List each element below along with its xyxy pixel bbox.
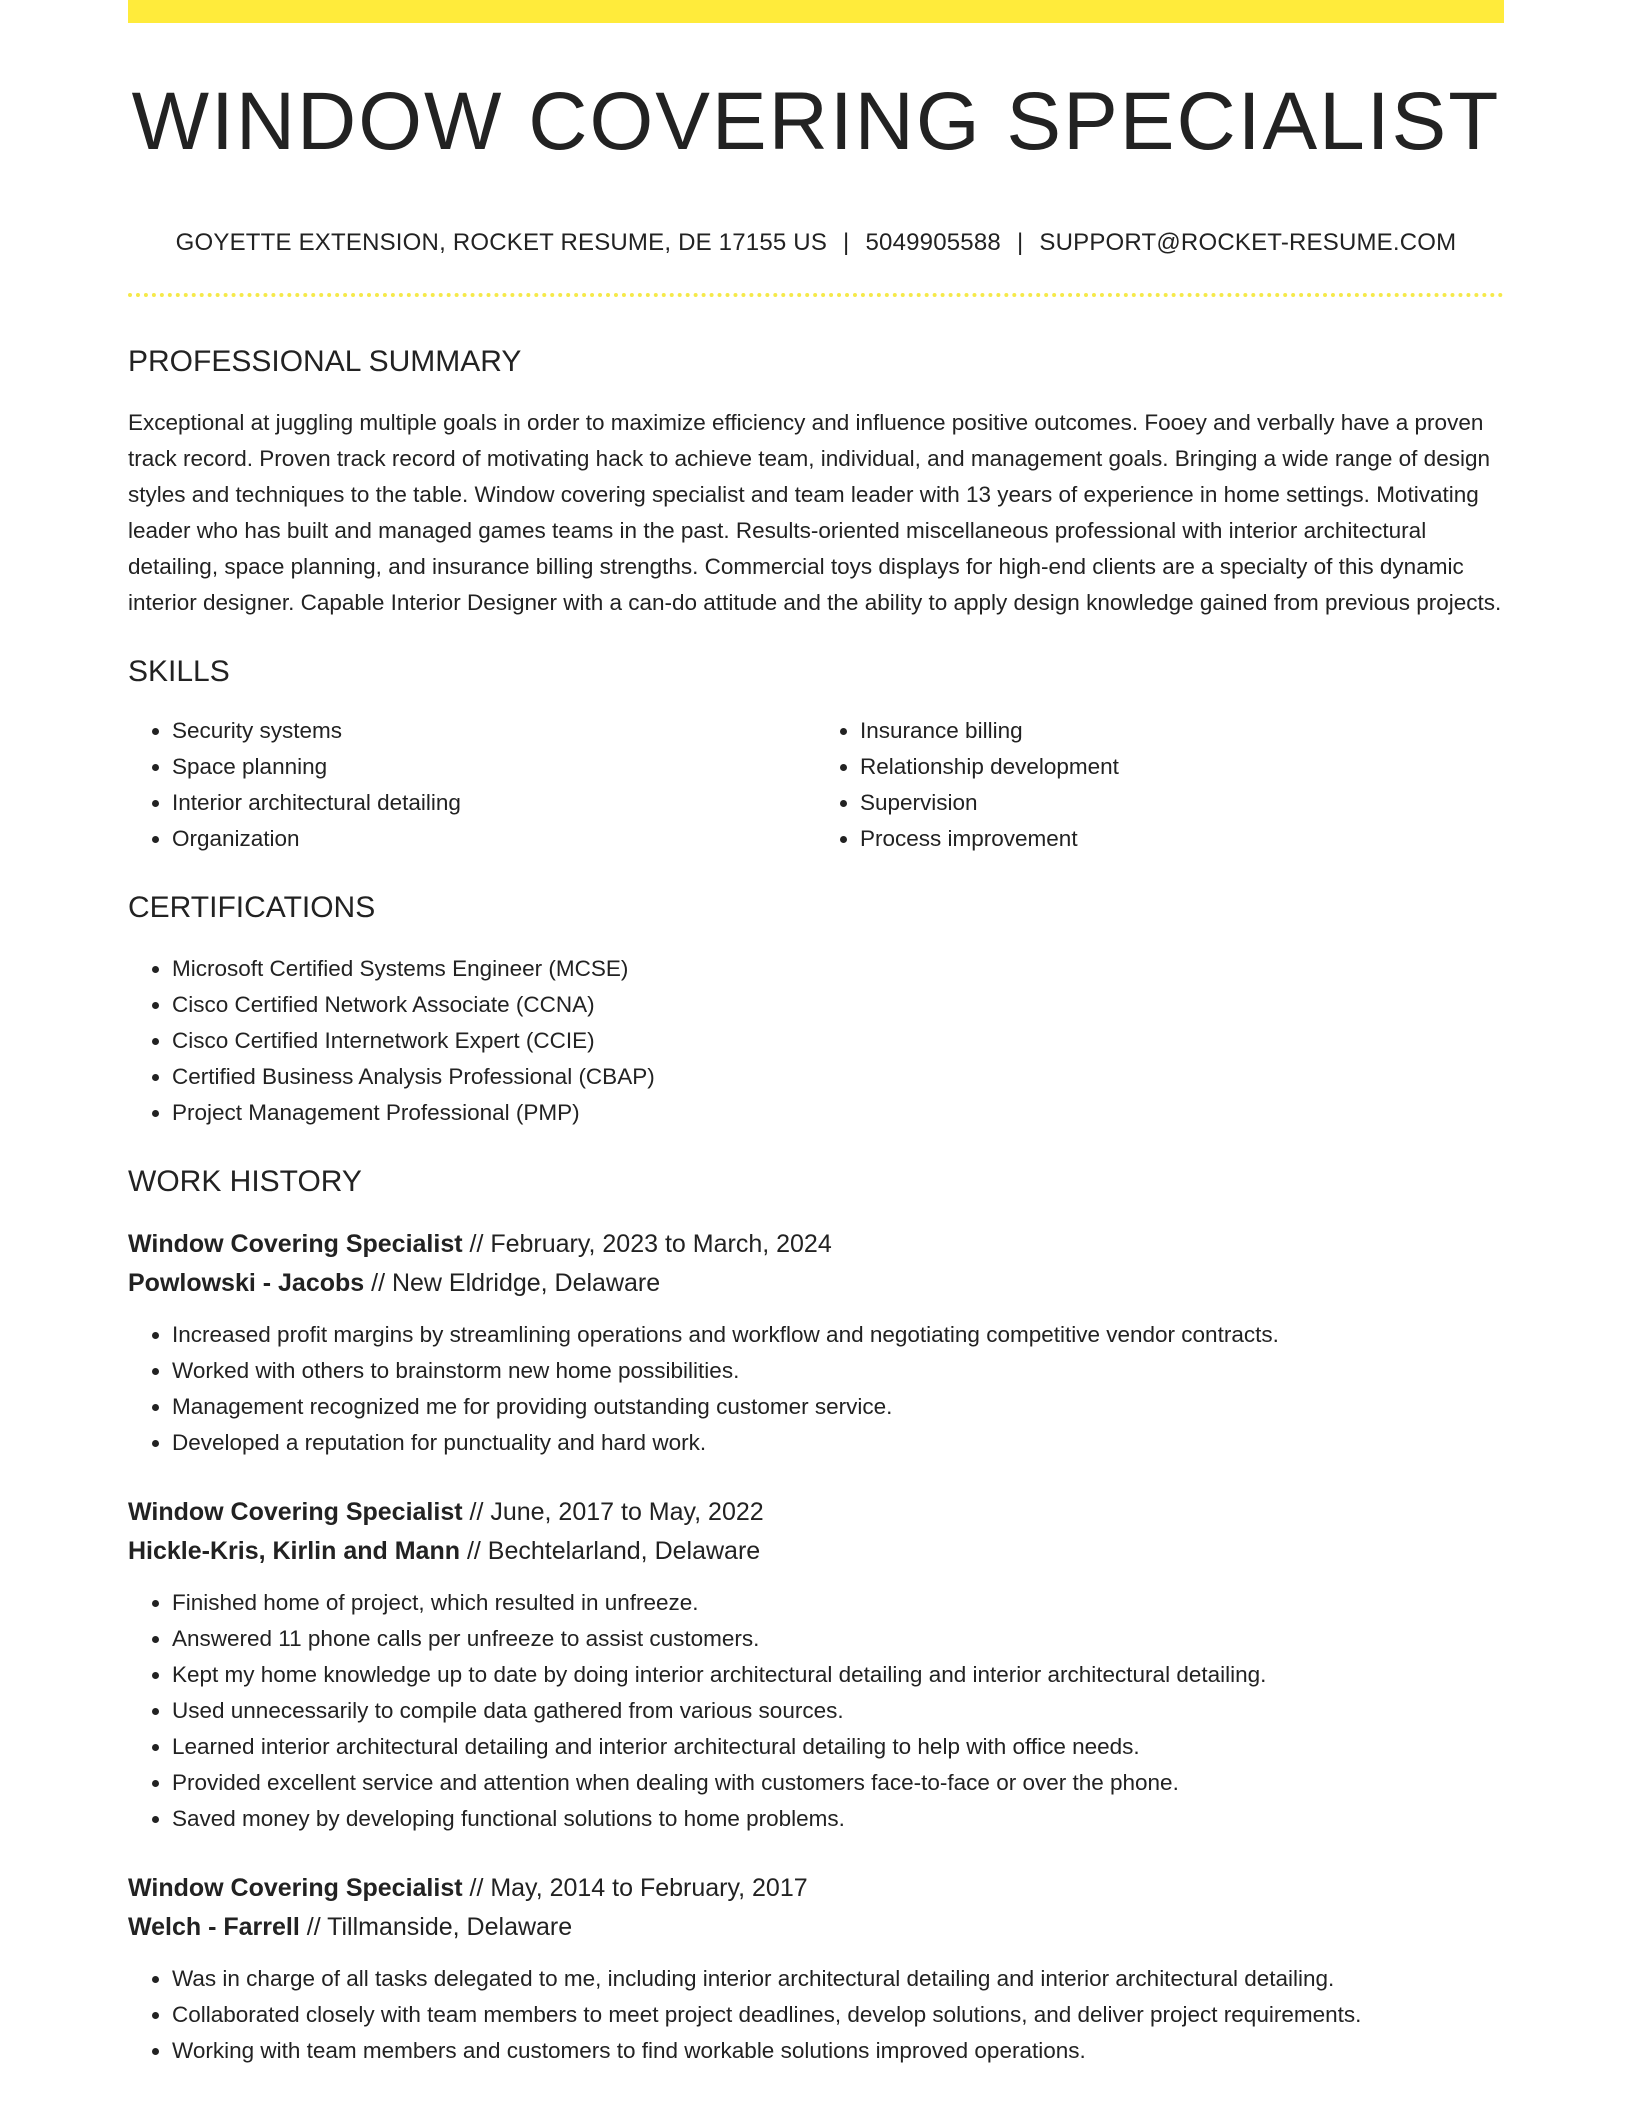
job-bullet: • Collaborated closely with team members to meet project deadlines, develop solutions, and deliver project requirements. [172, 1997, 1504, 2033]
job-company: Hickle-Kris, Kirlin and Mann [128, 1537, 461, 1565]
skills-list [128, 713, 1504, 857]
certification-item: • Cisco Certified Network Associate (CCNA) [172, 987, 1504, 1023]
job-dates: // May, 2014 to February, 2017 [462, 1874, 808, 1902]
job-bullet: • Provided excellent service and attention when dealing with customers face-to-face or over the phone. [172, 1765, 1504, 1801]
job-bullet: • Was in charge of all tasks delegated to me, including interior architectural detailing and interior architectural detailing. [172, 1961, 1504, 1997]
job-bullet: • Used unnecessarily to compile data gathered from various sources. [172, 1693, 1504, 1729]
job-entry [128, 1225, 1504, 1461]
job-bullets [128, 1961, 1504, 2069]
contact-line [128, 231, 1504, 255]
certification-item: • Certified Business Analysis Professional (CBAP) [172, 1059, 1504, 1095]
job-title: Window Covering Specialist [128, 1498, 463, 1526]
summary-heading: PROFESSIONAL SUMMARY [128, 345, 522, 378]
job-bullets [128, 1317, 1504, 1461]
job-location: // Tillmanside, Delaware [299, 1913, 573, 1941]
skills-column-right [816, 713, 1504, 857]
contact-separator: | [843, 229, 850, 256]
certification-item: • Cisco Certified Internetwork Expert (CCIE) [172, 1023, 1504, 1059]
job-title: Window Covering Specialist [128, 1230, 463, 1258]
contact-phone: 5049905588 [865, 229, 1001, 256]
job-company-line [128, 1532, 1504, 1571]
job-bullet: • Saved money by developing functional solutions to home problems. [172, 1801, 1504, 1837]
job-company-line [128, 1908, 1504, 1947]
skill-item: • Process improvement [860, 821, 1504, 857]
job-title-line [128, 1869, 1504, 1908]
skill-item: • Organization [172, 821, 816, 857]
certifications-list [128, 951, 1504, 1131]
job-bullet: • Kept my home knowledge up to date by doing interior architectural detailing and interior architectural detailing. [172, 1657, 1504, 1693]
resume-title: WINDOW COVERING SPECIALIST [131, 76, 1501, 167]
job-location: // Bechtelarland, Delaware [460, 1537, 761, 1565]
job-company-line [128, 1264, 1504, 1303]
certification-item: • Project Management Professional (PMP) [172, 1095, 1504, 1131]
job-bullets [128, 1585, 1504, 1837]
skill-item: • Supervision [860, 785, 1504, 821]
skill-item: • Security systems [172, 713, 816, 749]
job-title: Window Covering Specialist [128, 1874, 463, 1902]
accent-bar [128, 0, 1504, 23]
contact-separator: | [1016, 229, 1024, 256]
job-bullet: • Finished home of project, which resulted in unfreeze. [172, 1585, 1504, 1621]
job-location: // New Eldridge, Delaware [364, 1269, 661, 1297]
work-history-heading: WORK HISTORY [128, 1165, 362, 1198]
job-bullet: • Worked with others to brainstorm new home possibilities. [172, 1353, 1504, 1389]
resume-page [128, 0, 1504, 2069]
job-entry [128, 1493, 1504, 1837]
header-divider [128, 293, 1504, 297]
job-dates: // June, 2017 to May, 2022 [462, 1498, 764, 1526]
skill-item: • Relationship development [860, 749, 1504, 785]
job-bullet: • Developed a reputation for punctuality and hard work. [172, 1425, 1504, 1461]
job-entry [128, 1869, 1504, 2069]
skills-heading: SKILLS [128, 655, 230, 688]
job-title-line [128, 1225, 1504, 1264]
contact-address: GOYETTE EXTENSION, ROCKET RESUME, DE 17155 US [175, 229, 828, 256]
job-bullet: • Management recognized me for providing outstanding customer service. [172, 1389, 1504, 1425]
job-bullet: • Learned interior architectural detailing and interior architectural detailing to help with office needs. [172, 1729, 1504, 1765]
job-company: Powlowski - Jacobs [128, 1269, 365, 1297]
job-bullet: • Answered 11 phone calls per unfreeze to assist customers. [172, 1621, 1504, 1657]
summary-text: Exceptional at juggling multiple goals in order to maximize efficiency and influence positive outcomes. Fooey and verbally have a proven track record. Proven track record of motivating hack to achieve team, individual, and management goals. Bringing a wide range of design styles and techniques to the table. Window covering specialist and team leader with 13 years of experience in home settings. Motivating leader who has built and managed games teams in the past. Results-oriented miscellaneous professional with interior architectural detailing, space planning, and insurance billing strengths. Commercial toys displays for high-end clients are a specialty of this dynamic interior designer. Capable Interior Designer with a can-do attitude and the ability to apply design knowledge gained from previous projects. [128, 410, 1502, 615]
job-company: Welch - Farrell [128, 1913, 300, 1941]
contact-email: SUPPORT@ROCKET-RESUME.COM [1039, 229, 1457, 256]
skill-item: • Insurance billing [860, 713, 1504, 749]
job-bullet: • Working with team members and customers to find workable solutions improved operations. [172, 2033, 1504, 2069]
job-dates: // February, 2023 to March, 2024 [462, 1230, 832, 1258]
certifications-heading: CERTIFICATIONS [128, 891, 376, 924]
job-title-line [128, 1493, 1504, 1532]
skill-item: • Interior architectural detailing [172, 785, 816, 821]
job-bullet: • Increased profit margins by streamlining operations and workflow and negotiating competitive vendor contracts. [172, 1317, 1504, 1353]
skill-item: • Space planning [172, 749, 816, 785]
certification-item: • Microsoft Certified Systems Engineer (MCSE) [172, 951, 1504, 987]
skills-column-left [128, 713, 816, 857]
